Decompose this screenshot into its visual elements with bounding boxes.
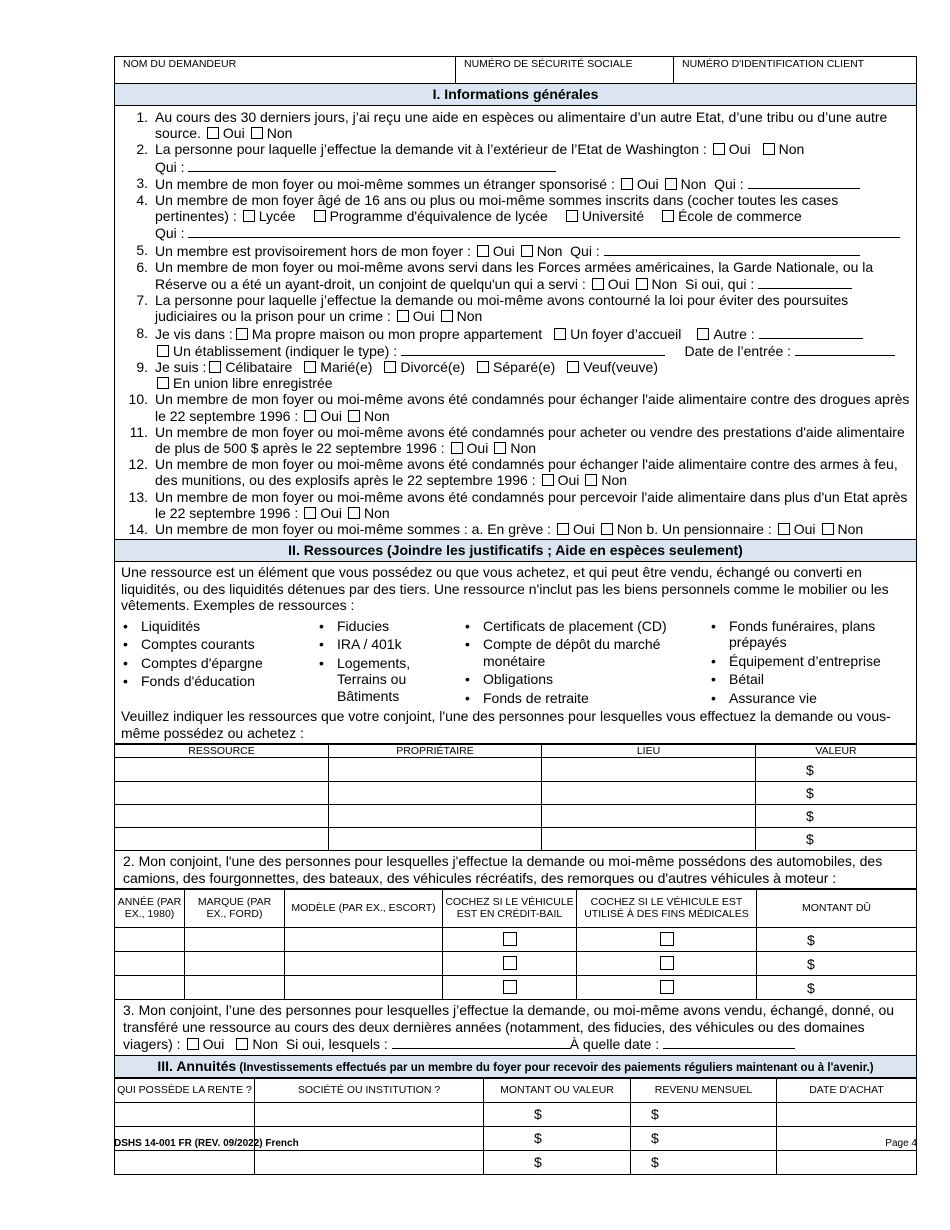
question-12: 12. Un membre de mon foyer ou moi-même avons été condamnés pour échanger l'aide alimentaire contre des armes à feu, des munitions, ou des explosifs après le 22 septembre 1996 : Oui Non (128, 456, 898, 489)
question-14: 14. Un membre de mon foyer ou moi-même sommes : a. En grève : Oui Non b. Un pensionnaire : Oui Non (128, 521, 864, 538)
client-id-label: NUMÉRO D'IDENTIFICATION CLIENT (682, 58, 865, 70)
q9-single-checkbox[interactable] (209, 361, 221, 373)
resources-table (114, 744, 917, 851)
transfer-question: 3. Mon conjoint, l’une des personnes pour lesquelles j’effectue la demande, ou moi-même avons vendu, échangé, donné, ou transféré une ressource au cours des deux dernières années (notamment, des fiducies, des véhicules ou des domaines viagers) : Oui Non Si oui, lesquels : À quelle date : (114, 1000, 917, 1056)
col-header: COCHEZ SI LE VÉHICULE EST UTILISÉ À DES FINS MÉDICALES (577, 890, 757, 928)
question-5: 5. Un membre est provisoirement hors de mon foyer : Oui Non Qui : (115, 242, 910, 259)
lease-checkbox[interactable] (503, 980, 517, 994)
owner-cell[interactable] (329, 782, 542, 805)
company-cell[interactable] (255, 1150, 484, 1174)
location-cell[interactable] (542, 782, 756, 805)
q3-transfer-oui-checkbox[interactable] (187, 1038, 199, 1050)
example-item: • Liquidités (121, 618, 317, 635)
applicant-name-field[interactable] (115, 57, 456, 83)
question-8: 8. Je vis dans : Ma propre maison ou mon propre appartement Un foyer d’accueil Autre : Un établissement (indiquer le type) : Date de l’entrée : (115, 325, 910, 359)
example-item: • Logements, Terrains ou Bâtiments (317, 655, 427, 705)
year-cell[interactable] (115, 952, 185, 976)
medical-cell (577, 976, 757, 1000)
q6-non-checkbox[interactable] (636, 278, 648, 290)
col-header: PROPRIÉTAIRE (329, 745, 542, 758)
col-header: ANNÉE (PAR EX., 1980) (115, 890, 185, 928)
table-row (115, 1102, 917, 1126)
q3-non-checkbox[interactable] (665, 178, 677, 190)
form (114, 56, 917, 1175)
col-header: MODÈLE (PAR EX., ESCORT) (285, 890, 443, 928)
table-row (115, 1150, 917, 1174)
example-item: • Obligations (463, 671, 709, 688)
purchase-date-cell[interactable] (777, 1102, 917, 1126)
company-cell[interactable] (255, 1102, 484, 1126)
section-1-body (114, 106, 917, 540)
owner-cell[interactable] (329, 758, 542, 782)
location-cell[interactable] (542, 758, 756, 782)
col-header: SOCIÉTÉ OU INSTITUTION ? (255, 1078, 484, 1102)
resource-cell[interactable] (115, 805, 329, 828)
vehicles-question: 2. Mon conjoint, l'une des personnes pour lesquelles j'effectue la demande ou moi-même possédons des automobiles, des camions, des fourgonnettes, des bateaux, des véhicules récréatifs, des remorques ou d'autres véhicules à moteur : (114, 851, 917, 889)
q11-oui-checkbox[interactable] (451, 442, 463, 454)
example-item: • Certificats de placement (CD) (463, 618, 709, 635)
amount-due-cell[interactable]: $ (757, 952, 917, 976)
example-item: • Bétail (709, 671, 909, 688)
q3-transfer-non-checkbox[interactable] (236, 1038, 248, 1050)
q4-lycee-checkbox[interactable] (243, 210, 255, 222)
q10-oui-checkbox[interactable] (304, 410, 316, 422)
example-item: • Compte de dépôt du marché monétaire (463, 636, 683, 669)
purchase-date-cell[interactable] (777, 1150, 917, 1174)
q8-foster-checkbox[interactable] (554, 328, 566, 340)
amount-cell[interactable]: $ (484, 1102, 631, 1126)
owner-cell[interactable] (329, 805, 542, 828)
value-cell[interactable]: $ (756, 805, 917, 828)
q9-married-checkbox[interactable] (304, 361, 316, 373)
q7-oui-checkbox[interactable] (397, 310, 409, 322)
q8-own-home-checkbox[interactable] (236, 328, 248, 340)
section-3-heading: III. Annuités (157, 1057, 237, 1074)
col-header: DATE D'ACHAT (777, 1078, 917, 1102)
col-header: VALEUR (756, 745, 917, 758)
amount-due-cell[interactable]: $ (757, 976, 917, 1000)
amount-cell[interactable]: $ (484, 1126, 631, 1150)
examples-col-4 (709, 618, 909, 709)
page-footer (114, 1138, 917, 1149)
q4-commerce-checkbox[interactable] (662, 210, 674, 222)
resources-intro: Une ressource est un élément que vous possédez ou que vous achetez, et qui peut être vendu, échangé ou converti en liquidités, ou des liquidités détenues par des tiers. Une ressource n'inclut pas les biens personnels comme le mobilier ou les vêtements. Exemples de ressources : (121, 564, 889, 614)
make-cell[interactable] (185, 928, 285, 952)
question-6: 6. Un membre de mon foyer ou moi-même avons servi dans les Forces armées américaines, la Garde Nationale, ou la Réserve ou a été un ayant-droit, un conjoint de quelqu'un qui a servi : Oui Non Si oui, qui : (136, 258, 874, 293)
q2-oui-checkbox[interactable] (713, 143, 725, 155)
q4-univ-checkbox[interactable] (566, 210, 578, 222)
q5-non-checkbox[interactable] (521, 245, 533, 257)
client-id-field[interactable] (674, 57, 916, 83)
table-row (115, 928, 917, 952)
owner-cell[interactable] (329, 828, 542, 851)
q5-oui-checkbox[interactable] (477, 245, 489, 257)
example-item: • Équipement d’entreprise (709, 653, 909, 670)
q9-widowed-checkbox[interactable] (567, 361, 579, 373)
owner-cell[interactable] (115, 1102, 255, 1126)
make-cell[interactable] (185, 976, 285, 1000)
q2-who-field[interactable] (188, 158, 556, 172)
monthly-income-cell[interactable]: $ (631, 1126, 777, 1150)
section-1-title: I. Informations générales (114, 84, 917, 106)
applicant-name-label: NOM DU DEMANDEUR (123, 58, 237, 70)
value-cell[interactable]: $ (756, 782, 917, 805)
monthly-income-cell[interactable]: $ (631, 1102, 777, 1126)
model-cell[interactable] (285, 952, 443, 976)
section-2-body (114, 562, 917, 744)
resource-cell[interactable] (115, 758, 329, 782)
table-row (115, 976, 917, 1000)
value-cell[interactable]: $ (756, 828, 917, 851)
q8-other-field[interactable] (759, 325, 863, 339)
col-header: REVENU MENSUEL (631, 1078, 777, 1102)
q3-oui-checkbox[interactable] (621, 178, 633, 190)
q8-institution-checkbox[interactable] (157, 345, 169, 357)
q8-other-checkbox[interactable] (697, 328, 709, 340)
question-2: 2. La personne pour laquelle j’effectue la demande vit à l’extérieur de l’Etat de Washington : Oui Non Qui : (136, 141, 805, 175)
q13-non-checkbox[interactable] (348, 507, 360, 519)
make-cell[interactable] (185, 952, 285, 976)
lease-checkbox[interactable] (503, 932, 517, 946)
location-cell[interactable] (542, 805, 756, 828)
medical-checkbox[interactable] (660, 932, 674, 946)
q12-non-checkbox[interactable] (585, 474, 597, 486)
col-header: MARQUE (PAR EX., FORD) (185, 890, 285, 928)
q14b-oui-checkbox[interactable] (778, 523, 790, 535)
col-header: QUI POSSÈDE LA RENTE ? (115, 1078, 255, 1102)
lease-cell (443, 976, 577, 1000)
amount-cell[interactable]: $ (484, 1150, 631, 1174)
col-header: RESSOURCE (115, 745, 329, 758)
example-item: • Fonds d'éducation (121, 673, 317, 690)
q8-date-field[interactable] (795, 342, 895, 356)
q5-who-field[interactable] (604, 242, 860, 256)
examples-col-3 (463, 618, 709, 709)
medical-checkbox[interactable] (660, 956, 674, 970)
q12-oui-checkbox[interactable] (542, 474, 554, 486)
col-header: MONTANT OU VALEUR (484, 1078, 631, 1102)
section-3-title (114, 1056, 917, 1078)
question-11: 11. Un membre de mon foyer ou moi-même avons été condamnés pour acheter ou vendre des prestations d'aide alimentaire de plus de 500 $ après le 22 septembre 1996 : Oui Non (129, 423, 905, 457)
model-cell[interactable] (285, 928, 443, 952)
lease-cell (443, 928, 577, 952)
example-item: • Comptes courants (121, 636, 317, 653)
amount-due-cell[interactable]: $ (757, 928, 917, 952)
q1-non-checkbox[interactable] (251, 127, 263, 139)
example-item: • Fonds funéraires, plans prépayés (709, 618, 909, 651)
q14b-non-checkbox[interactable] (822, 523, 834, 535)
medical-checkbox[interactable] (660, 980, 674, 994)
example-item: • Fonds de retraite (463, 690, 709, 707)
examples-col-2 (317, 618, 463, 709)
col-header: COCHEZ SI LE VÉHICULE EST EN CRÉDIT-BAIL (443, 890, 577, 928)
examples-col-1 (121, 618, 317, 709)
year-cell[interactable] (115, 976, 185, 1000)
owner-cell[interactable] (115, 1150, 255, 1174)
medical-cell (577, 928, 757, 952)
example-item: • IRA / 401k (317, 636, 463, 653)
question-13: 13. Un membre de mon foyer ou moi-même avons été condamnés pour percevoir l'aide alimentaire dans plus d'un Etat après le 22 septembre 1996 : Oui Non (128, 488, 908, 521)
section-3-subtitle: (Investissements effectués par un membre du foyer pour recevoir des paiements réguliers maintenant ou à l'avenir.) (239, 1061, 874, 1074)
vehicles-table (114, 889, 917, 1000)
value-cell[interactable]: $ (756, 758, 917, 782)
col-header: MONTANT DÛ (757, 890, 917, 928)
resources-ask: Veuillez indiquer les ressources que votre conjoint, l'une des personnes pour lesquelles vous effectuez la demande ou vous-même possédez ou achetez : (121, 708, 891, 741)
q11-non-checkbox[interactable] (494, 442, 506, 454)
table-row (115, 952, 917, 976)
form-number: DSHS 14-001 FR (REV. 09/2022) French (114, 1138, 299, 1149)
question-7: 7. La personne pour laquelle j’effectue la demande ou moi-même avons contourné la loi pour éviter des poursuites judiciaires ou la prison pour un crime : Oui Non (136, 292, 849, 325)
q9-partnership-checkbox[interactable] (157, 377, 169, 389)
model-cell[interactable] (285, 976, 443, 1000)
q4-ged-checkbox[interactable] (314, 210, 326, 222)
q10-non-checkbox[interactable] (348, 410, 360, 422)
resource-cell[interactable] (115, 782, 329, 805)
q7-non-checkbox[interactable] (441, 310, 453, 322)
location-cell[interactable] (542, 828, 756, 851)
q9-divorced-checkbox[interactable] (384, 361, 396, 373)
medical-cell (577, 952, 757, 976)
table-row (115, 758, 917, 782)
year-cell[interactable] (115, 928, 185, 952)
example-item: • Comptes d'épargne (121, 655, 317, 672)
question-3: 3. Un membre de mon foyer ou moi-même sommes un étranger sponsorisé : Oui Non Qui : (115, 175, 910, 192)
question-4: 4. Un membre de mon foyer âgé de 16 ans ou plus ou moi-même sommes inscrits dans (cocher toutes les cases pertinentes) : Lycée Programme d'équivalence de lycée Université École de commerce Qui : (115, 192, 910, 242)
question-10: 10. Un membre de mon foyer ou moi-même avons été condamnés pour échanger l'aide alimentaire contre des drogues après le 22 septembre 1996 : Oui Non (128, 391, 910, 424)
ssn-label: NUMÉRO DE SÉCURITÉ SOCIALE (464, 58, 633, 70)
question-9: 9. Je suis : Célibataire Marié(e) Divorcé(e) Séparé(e) Veuf(veuve) En union libre enregistrée (136, 359, 658, 392)
lease-cell (443, 952, 577, 976)
table-row (115, 828, 917, 851)
example-item: • Assurance vie (709, 690, 909, 707)
resource-cell[interactable] (115, 828, 329, 851)
table-row (115, 782, 917, 805)
q8-institution-field[interactable] (401, 342, 665, 356)
q3-which-field[interactable] (392, 1035, 570, 1049)
q3-who-field[interactable] (748, 175, 860, 189)
q2-non-checkbox[interactable] (763, 143, 775, 155)
q14a-oui-checkbox[interactable] (557, 523, 569, 535)
col-header: LIEU (542, 745, 756, 758)
annuities-table (114, 1078, 917, 1175)
q9-separated-checkbox[interactable] (477, 361, 489, 373)
example-item: • Fiducies (317, 618, 463, 635)
table-row (115, 805, 917, 828)
q13-oui-checkbox[interactable] (304, 507, 316, 519)
lease-checkbox[interactable] (503, 956, 517, 970)
section-2-title: II. Ressources (Joindre les justificatifs ; Aide en espèces seulement) (114, 540, 917, 562)
q6-oui-checkbox[interactable] (592, 278, 604, 290)
q3-date-field[interactable] (663, 1035, 795, 1049)
ssn-field[interactable] (456, 57, 674, 83)
q4-who-field[interactable] (188, 224, 900, 238)
question-1: 1. Au cours des 30 derniers jours, j’ai reçu une aide en espèces ou alimentaire d’un autre Etat, d’une tribu ou d’une autre source. Oui Non (136, 109, 888, 142)
monthly-income-cell[interactable]: $ (631, 1150, 777, 1174)
q14a-non-checkbox[interactable] (601, 523, 613, 535)
q6-who-field[interactable] (758, 275, 852, 289)
page-number: Page 4 (885, 1138, 917, 1149)
q1-oui-checkbox[interactable] (207, 127, 219, 139)
applicant-header-row (114, 56, 917, 84)
resource-examples (115, 616, 916, 709)
